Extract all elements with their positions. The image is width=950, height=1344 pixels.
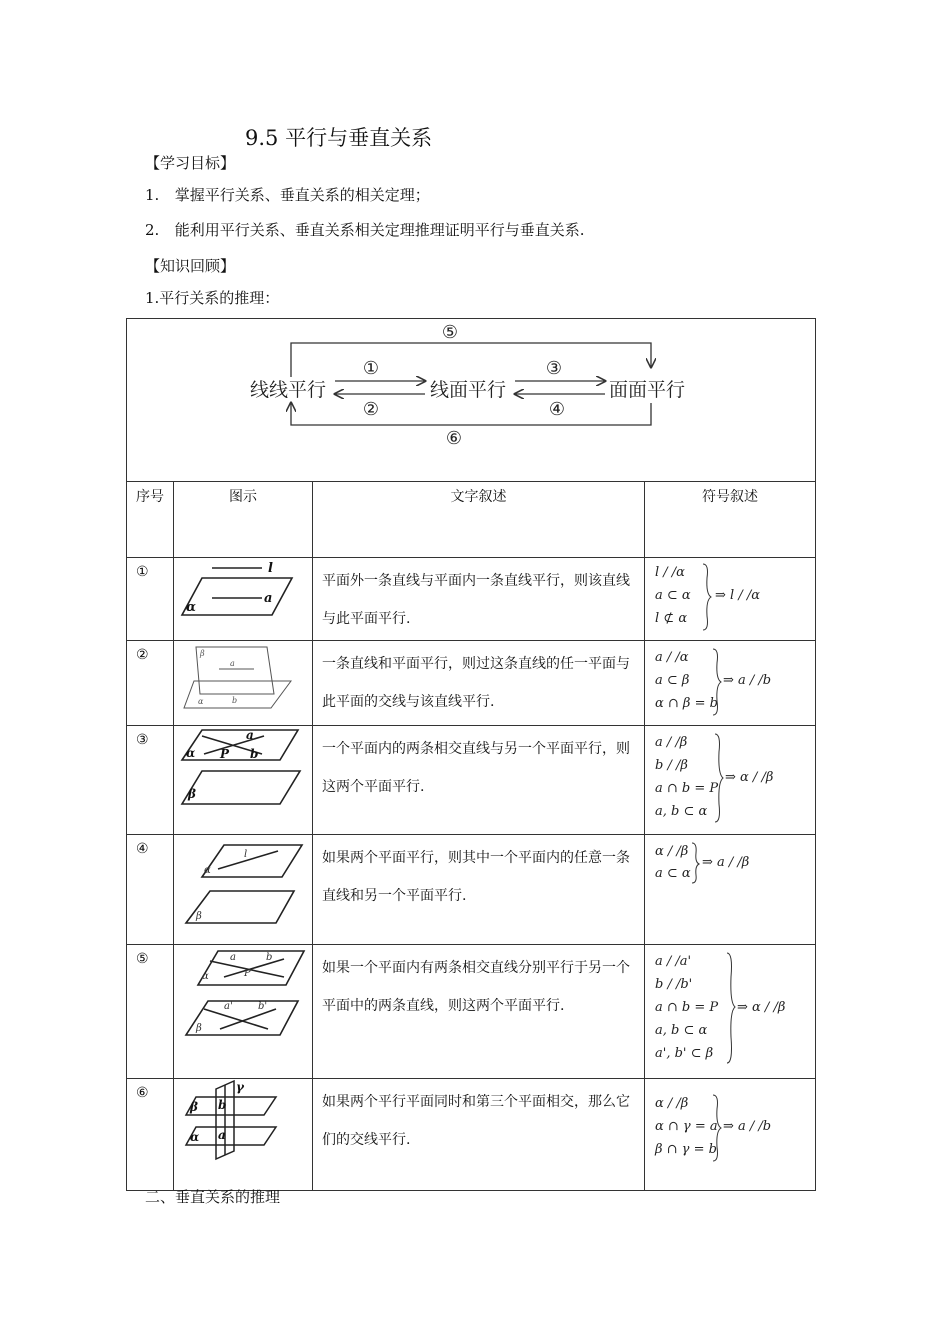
figure-line-plane-parallel	[174, 558, 312, 638]
fig-label: β	[188, 787, 196, 801]
premise: α / /β	[655, 844, 689, 859]
arrow-label-3: ③	[545, 358, 563, 379]
arrow-label-5: ⑤	[441, 322, 459, 343]
premise: a, b ⊂ α	[655, 1023, 708, 1038]
row-text: 如果两个平面平行，则其中一个平面内的任意一条直线和另一个平面平行.	[313, 835, 645, 945]
fig-label: β	[196, 1023, 202, 1034]
row-figure	[174, 641, 313, 726]
figure-plane-parallel-line	[174, 835, 312, 943]
parallel-relations-table	[126, 318, 816, 1191]
premise: β ∩ γ = b	[655, 1142, 717, 1157]
fig-label: β	[190, 1100, 198, 1114]
premise: a ∩ b = P	[655, 781, 719, 796]
symbol-formula	[645, 945, 815, 1073]
page-title: 9.5 平行与垂直关系	[245, 126, 433, 150]
premise: b / /b'	[655, 977, 693, 992]
row-num: ③	[127, 726, 174, 835]
figure-plane-intersection	[174, 641, 312, 723]
fig-label: P	[220, 747, 230, 761]
row-symbol	[645, 641, 816, 726]
premise: l ⊄ α	[655, 611, 688, 626]
fig-label: β	[196, 911, 202, 922]
node-line-plane: 线面平行	[430, 379, 507, 401]
row-symbol	[645, 835, 816, 945]
conclusion: ⇒ a / /b	[723, 673, 772, 688]
arrow-label-1: ①	[362, 358, 380, 379]
premise: a, b ⊂ α	[655, 804, 708, 819]
fig-label: β	[200, 649, 205, 658]
fig-label: α	[204, 865, 211, 876]
fig-label: l	[244, 849, 248, 860]
row-text: 平面外一条直线与平面内一条直线平行，则该直线与此平面平行.	[313, 558, 645, 641]
goal-text: 掌握平行关系、垂直关系的相关定理；	[174, 186, 430, 204]
row-text: 如果一个平面内有两条相交直线分别平行于另一个平面中的两条直线，则这两个平面平行.	[313, 945, 645, 1079]
section-perpendicular: 二、垂直关系的推理	[145, 1188, 281, 1206]
goal-item-2	[145, 219, 585, 240]
conclusion: ⇒ a / /b	[723, 1119, 772, 1134]
premise: a / /α	[655, 650, 689, 665]
row-text: 一个平面内的两条相交直线与另一个平面平行，则这两个平面平行.	[313, 726, 645, 835]
table-header-row	[127, 482, 816, 558]
arrow-label-2: ②	[362, 399, 380, 420]
fig-label: a	[246, 728, 254, 742]
row-symbol	[645, 726, 816, 835]
premise: α / /β	[655, 1096, 689, 1111]
fig-label: a	[264, 591, 273, 606]
header-text: 文字叙述	[313, 482, 645, 558]
figure-third-plane-intersection	[174, 1079, 312, 1189]
row-num: ②	[127, 641, 174, 726]
goal-item-1	[145, 184, 430, 205]
table-row	[127, 1079, 816, 1191]
table-row	[127, 835, 816, 945]
table-row	[127, 726, 816, 835]
fig-label: b	[218, 1098, 227, 1112]
goal-text: 能利用平行关系、垂直关系相关定理推理证明平行与垂直关系.	[174, 221, 585, 239]
premise: a ⊂ β	[655, 673, 690, 688]
row-text: 一条直线和平面平行，则过这条直线的任一平面与此平面的交线与该直线平行.	[313, 641, 645, 726]
conclusion: ⇒ α / /β	[725, 770, 774, 785]
fig-label: b'	[258, 1001, 268, 1012]
premise: l / /α	[655, 565, 685, 580]
node-plane-plane: 面面平行	[609, 379, 686, 401]
fig-label: a'	[224, 1001, 233, 1012]
section-parallel: 1.平行关系的推理：	[145, 289, 280, 307]
row-num: ④	[127, 835, 174, 945]
row-num: ⑤	[127, 945, 174, 1079]
symbol-formula	[645, 726, 815, 830]
conclusion: ⇒ l / /α	[715, 588, 760, 603]
symbol-formula	[645, 558, 815, 636]
premise: α ∩ γ = a	[655, 1119, 718, 1134]
row-figure	[174, 726, 313, 835]
row-figure	[174, 558, 313, 641]
figure-two-intersecting-lines	[174, 945, 312, 1077]
conclusion: ⇒ α / /β	[737, 1000, 786, 1015]
fig-label: α	[186, 746, 196, 760]
premise: a ⊂ α	[655, 866, 691, 881]
row-figure	[174, 835, 313, 945]
premise: a ⊂ α	[655, 588, 691, 603]
premise: a ∩ b = P	[655, 1000, 719, 1015]
symbol-formula	[645, 835, 815, 895]
fig-label: α	[186, 600, 197, 615]
goal-num: 2.	[145, 221, 160, 239]
header-symbol: 符号叙述	[645, 482, 816, 558]
row-num: ①	[127, 558, 174, 641]
goal-num: 1.	[145, 186, 160, 204]
row-figure	[174, 945, 313, 1079]
row-num: ⑥	[127, 1079, 174, 1191]
conclusion: ⇒ a / /β	[702, 855, 750, 870]
arrow-label-6: ⑥	[445, 428, 463, 449]
fig-label: b	[232, 696, 238, 705]
fig-label: b	[266, 952, 273, 963]
fig-label: a	[230, 659, 235, 668]
header-num: 序号	[127, 482, 174, 558]
relation-diagram	[127, 319, 814, 477]
section-review: 【知识回顾】	[145, 257, 236, 275]
fig-label: α	[198, 697, 204, 706]
table-row	[127, 558, 816, 641]
row-figure	[174, 1079, 313, 1191]
figure-plane-plane-parallel	[174, 726, 312, 832]
row-text: 如果两个平行平面同时和第三个平面相交，那么它们的交线平行.	[313, 1079, 645, 1191]
fig-label: P	[244, 968, 251, 979]
row-symbol	[645, 558, 816, 641]
fig-label: b	[250, 747, 259, 761]
fig-label: l	[268, 561, 273, 576]
fig-label: γ	[236, 1080, 244, 1094]
fig-label: α	[190, 1130, 200, 1144]
premise: a / /a'	[655, 954, 692, 969]
row-symbol	[645, 1079, 816, 1191]
header-figure: 图示	[174, 482, 313, 558]
symbol-formula	[645, 1079, 815, 1179]
premise: b / /β	[655, 758, 688, 773]
premise: a', b' ⊂ β	[655, 1046, 714, 1061]
row-symbol	[645, 945, 816, 1079]
fig-label: a	[230, 952, 236, 963]
arrow-label-4: ④	[548, 399, 566, 420]
table-row	[127, 641, 816, 726]
table-row	[127, 945, 816, 1079]
fig-label: a	[218, 1128, 226, 1142]
fig-label: α	[202, 971, 209, 982]
premise: a / /β	[655, 735, 688, 750]
symbol-formula	[645, 641, 815, 721]
node-line-line: 线线平行	[250, 379, 327, 401]
relation-diagram-cell	[127, 319, 816, 482]
premise: α ∩ β = b	[655, 696, 718, 711]
section-objectives: 【学习目标】	[145, 154, 236, 172]
